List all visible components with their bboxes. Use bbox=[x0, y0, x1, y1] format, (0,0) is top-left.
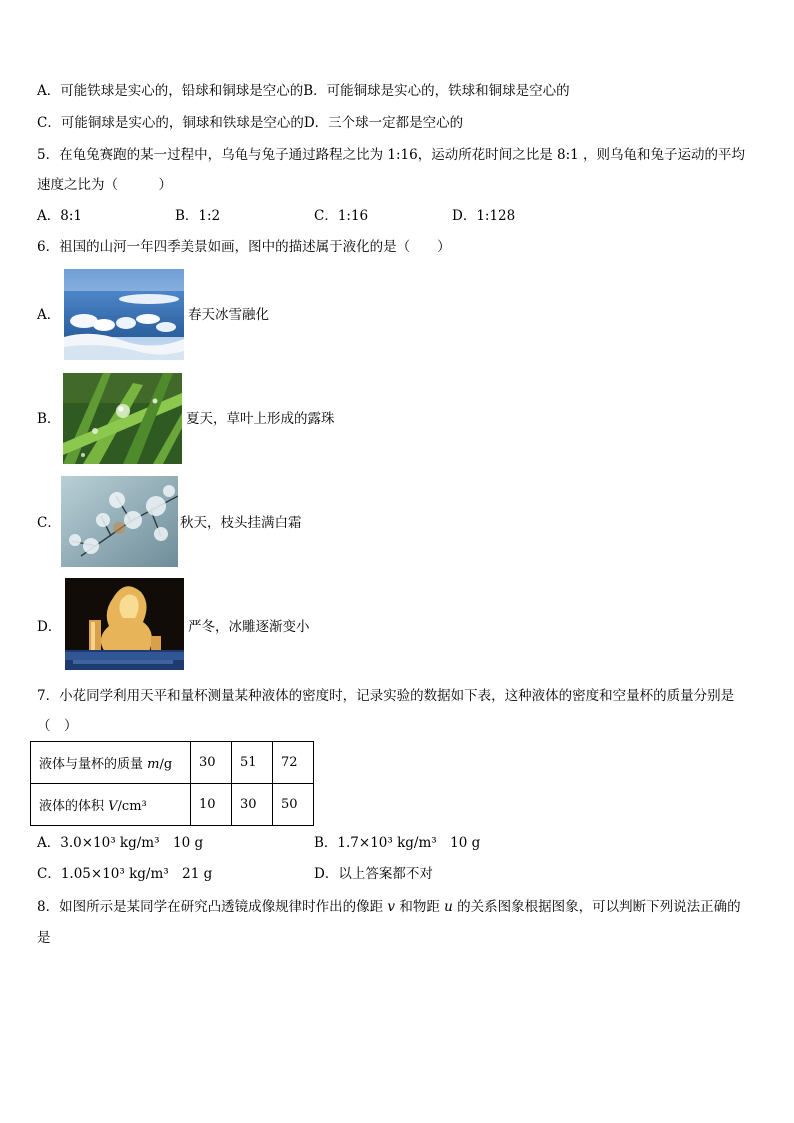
table-cell: 30 bbox=[191, 742, 232, 784]
q8-stem-line-1: 8．如图所示是某同学在研究凸透镜成像规律时作出的像距 v 和物距 u 的关系图象根据图象，可以判断下列说法正确的 bbox=[37, 899, 741, 915]
table-cell: 50 bbox=[273, 784, 314, 826]
table-row bbox=[31, 784, 314, 826]
q4-option-line-2: C．可能铜球是实心的，铜球和铁球是空心的D．三个球一定都是空心的 bbox=[37, 115, 464, 131]
ice-sculpture-photo bbox=[65, 578, 184, 670]
dew-on-grass-photo bbox=[63, 373, 182, 464]
q6-option-d-letter: D． bbox=[37, 619, 62, 635]
table-cell: 30 bbox=[232, 784, 273, 826]
q5-option-c: C．1:16 bbox=[314, 208, 369, 224]
q6-option-a-letter: A． bbox=[37, 307, 61, 323]
q4-option-line-1: A．可能铁球是实心的，铅球和铜球是空心的B．可能铜球是实心的，铁球和铜球是空心的 bbox=[37, 83, 570, 99]
q6-option-b-letter: B． bbox=[37, 411, 61, 427]
q7-stem-line-1: 7．小花同学利用天平和量杯测量某种液体的密度时，记录实验的数据如下表，这种液体的密度和空量杯的质量分别是 bbox=[37, 688, 735, 704]
q5-stem-line-2: 速度之比为（ ） bbox=[37, 177, 172, 193]
table-row bbox=[31, 742, 314, 784]
q7-option-b: B．1.7×10³ kg/m³ 10 g bbox=[314, 835, 481, 851]
frost-on-branches-photo bbox=[61, 476, 178, 567]
q8-stem-line-2: 是 bbox=[37, 930, 51, 946]
q6-option-c-letter: C． bbox=[37, 515, 61, 531]
table-cell: 10 bbox=[191, 784, 232, 826]
q7-data-table bbox=[30, 741, 314, 826]
table-row-label: 液体与量杯的质量 m/g bbox=[31, 742, 191, 784]
q7-option-a: A．3.0×10³ kg/m³ 10 g bbox=[37, 835, 204, 851]
melting-snow-river-photo bbox=[64, 269, 184, 360]
q6-option-c-caption: 秋天，枝头挂满白霜 bbox=[180, 515, 302, 531]
table-row-label: 液体的体积 V/cm³ bbox=[31, 784, 191, 826]
q6-option-d-caption: 严冬，冰雕逐渐变小 bbox=[188, 619, 310, 635]
q7-option-c: C．1.05×10³ kg/m³ 21 g bbox=[37, 866, 213, 882]
q6-option-b-caption: 夏天，草叶上形成的露珠 bbox=[186, 411, 335, 427]
q7-option-d: D．以上答案都不对 bbox=[314, 866, 433, 882]
table-cell: 51 bbox=[232, 742, 273, 784]
q6-option-a-caption: 春天冰雪融化 bbox=[188, 307, 269, 323]
q5-option-a: A．8:1 bbox=[37, 208, 82, 224]
q7-stem-line-2: （ ） bbox=[37, 718, 78, 734]
q5-stem-line-1: 5．在龟兔赛跑的某一过程中，乌龟与兔子通过路程之比为 1:16，运动所花时间之比是 8:1 ，则乌龟和兔子运动的平均 bbox=[37, 147, 746, 163]
table-cell: 72 bbox=[273, 742, 314, 784]
q5-option-b: B．1:2 bbox=[175, 208, 221, 224]
q6-stem: 6．祖国的山河一年四季美景如画，图中的描述属于液化的是（ ） bbox=[37, 239, 451, 255]
q5-option-d: D．1:128 bbox=[452, 208, 516, 224]
